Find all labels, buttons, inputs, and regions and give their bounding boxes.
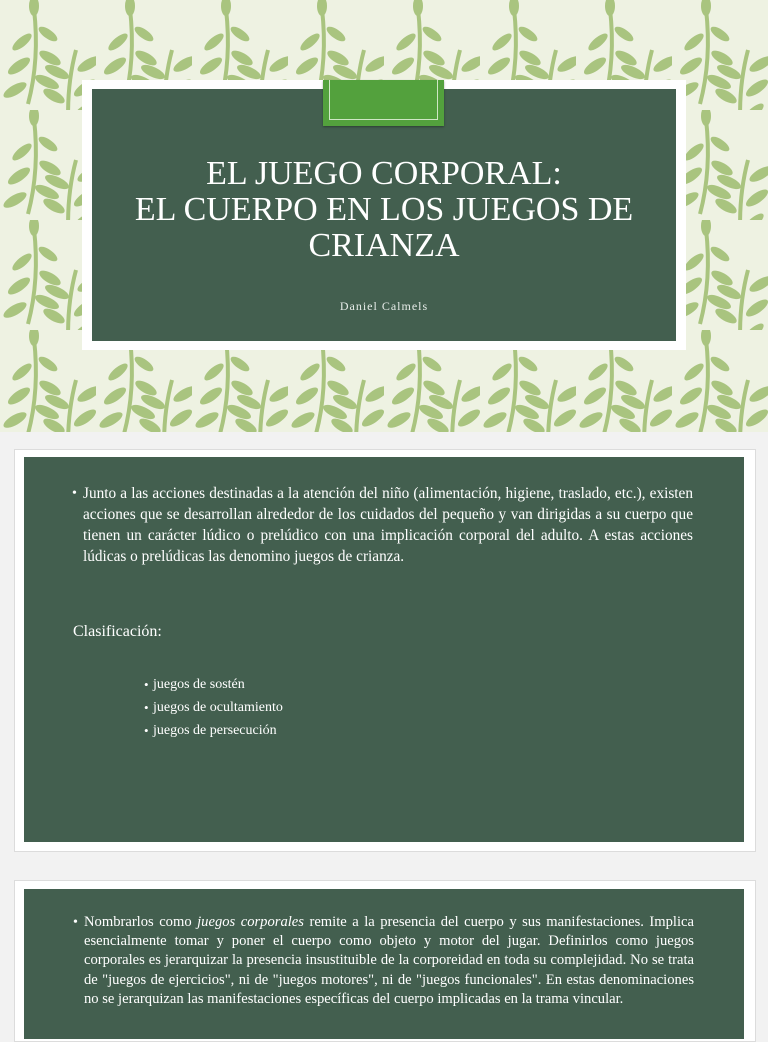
list-item: • juegos de ocultamiento (153, 700, 283, 716)
author-name: Daniel Calmels (339, 299, 429, 313)
body-paragraph (84, 913, 694, 1009)
title-slide (0, 0, 768, 432)
list-item: • juegos de sostén (153, 677, 245, 693)
slide-2-content (24, 457, 744, 842)
slide-3-content (24, 889, 744, 1039)
slide-title (92, 156, 676, 264)
intro-paragraph: • Junto a las acciones destinadas a la atención del niño (alimentación, higiene, traslado, etc.), existen acciones que se desarrollan alrededor de los cuidados del pequeño y van dirigidas a su cuerpo que tienen un carácter lúdico o prelúdico con una implicación corporal del adulto. A estas acciones lúdicas o prelúdicas las denomino juegos de crianza. (83, 483, 693, 567)
classification-label: Clasificación: (73, 623, 162, 640)
title-line-2: EL CUERPO EN LOS JUEGOS DE (134, 191, 634, 228)
emphasis-term: juegos corporales (197, 914, 304, 930)
paragraph-intro: Nombrarlos como (84, 914, 198, 930)
accent-tab (323, 80, 444, 126)
paragraph-rest: remite a la presencia del cuerpo y sus manifestaciones. Implica esencialmente tomar y poner el cuerpo como objeto y motor del jugar. Definirlos como juegos corporales es jerarquizar la presencia insustituible de la corporeidad en toda su complejidad. No se trata de "juegos de ejercicios", ni de "juegos motores", ni de "juegos funcionales". En estas denominaciones no se jerarquizan las manifestaciones específicas del cuerpo implicadas en la trama vincular. (84, 914, 694, 1007)
title-line-3: CRIANZA (308, 227, 460, 264)
title-line-1: EL JUEGO CORPORAL: (206, 155, 562, 192)
list-item: • juegos de persecución (153, 723, 277, 739)
